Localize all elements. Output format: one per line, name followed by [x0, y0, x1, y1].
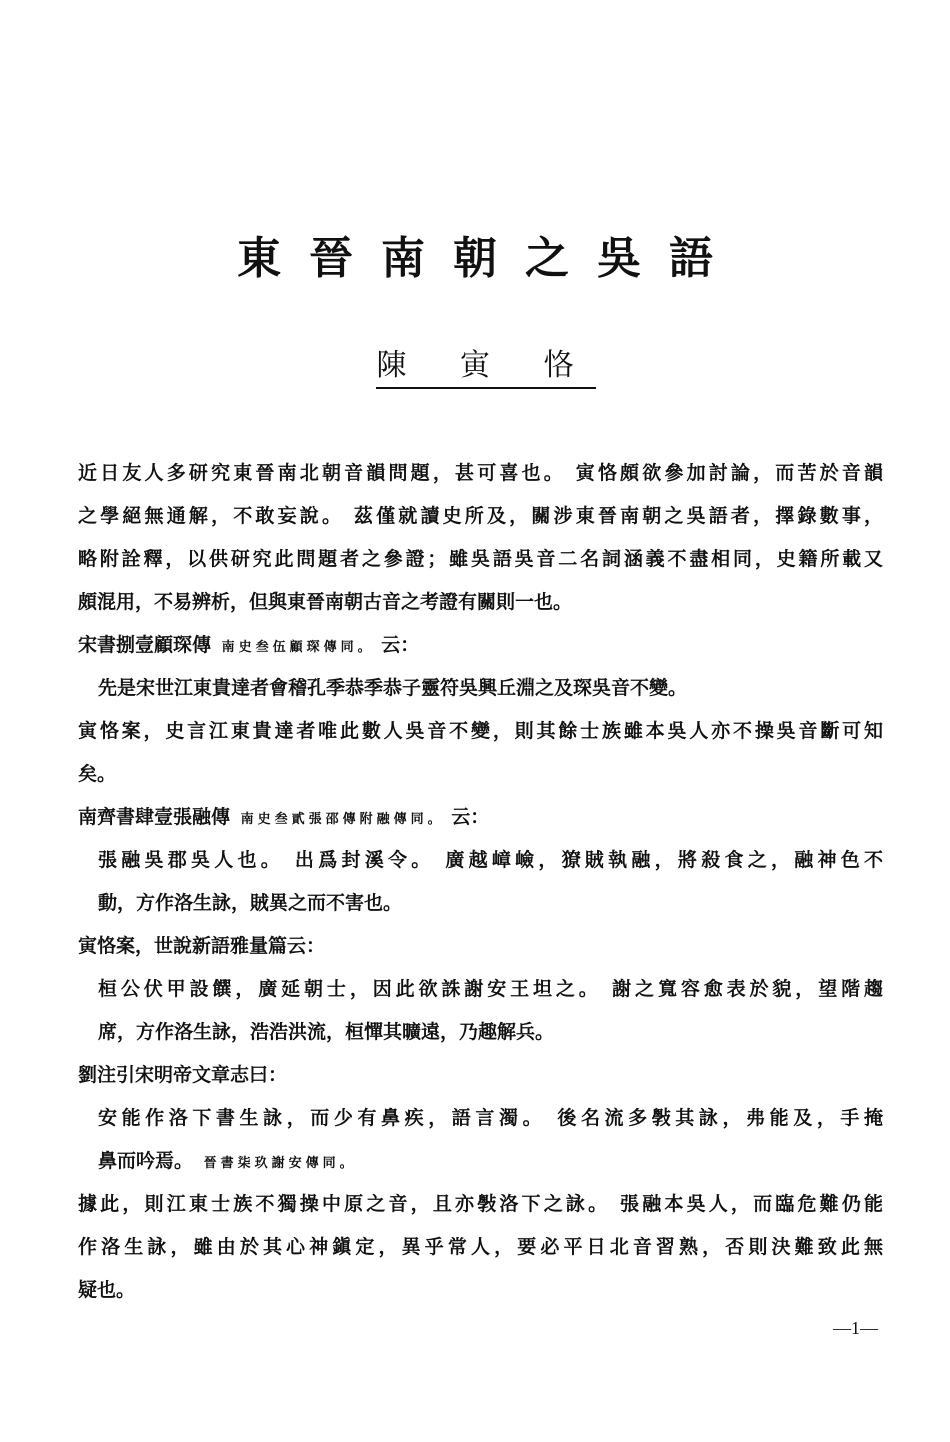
paragraph-line: 頗混用，不易辨析，但與東晉南朝古音之考證有關則一也。 [78, 591, 573, 613]
page-number: —1— [833, 1318, 878, 1338]
page-title: 東晉南朝之吳語 [237, 233, 741, 284]
quotation-line [78, 1143, 883, 1186]
citation-source: 南齊書肆壹張融傳 [78, 806, 231, 828]
paragraph-line: 之學絕無通解，不敢妄說。 茲僅就讀史所及，關涉東晉南朝之吳語者，擇錄數事， [78, 505, 883, 527]
paragraph-line: 寅恪案，史言江東貴達者唯此數人吳音不變，則其餘士族雖本吳人亦不操吳音斷可知 [78, 720, 883, 742]
author-name [0, 340, 950, 384]
quotation-line: 桓公伏甲設饌，廣延朝士，因此欲誅謝安王坦之。 謝之寬容愈表於貌，望階趨 [98, 978, 883, 1000]
paragraph-line: 據此，則江東士族不獨操中原之音，且亦斅洛下之詠。 張融本吳人，而臨危難仍能 [78, 1193, 883, 1215]
author-name-text: 陳 寅 恪 [376, 348, 595, 389]
citation-line [78, 799, 883, 842]
quotation-line: 席，方作洛生詠，浩浩洪流，桓憚其曠遠，乃趣解兵。 [98, 1021, 555, 1043]
quotation-line: 安能作洛下書生詠，而少有鼻疾，語言濁。 後名流多斅其詠，弗能及，手掩 [98, 1107, 883, 1129]
paragraph-line: 劉注引宋明帝文章志曰： [78, 1064, 288, 1086]
paragraph-line: 疑也。 [78, 1279, 136, 1301]
paragraph-line: 矣。 [78, 763, 117, 785]
citation-tail: 云： [451, 806, 490, 828]
article-body [78, 455, 883, 1315]
citation-note: 南史叁貳張邵傳附融傳同。 [240, 812, 445, 827]
quotation-text: 鼻而吟焉。 [98, 1150, 194, 1172]
citation-note: 晉書柒玖謝安傳同。 [203, 1156, 357, 1171]
citation-note: 南史叁伍顧琛傳同。 [221, 640, 375, 655]
citation-source: 宋書捌壹顧琛傳 [78, 634, 212, 656]
paragraph-line: 略附詮釋，以供研究此問題者之參證；雖吳語吳音二名詞涵義不盡相同，史籍所載又 [78, 548, 883, 570]
quotation-line: 動，方作洛生詠，賊異之而不害也。 [98, 892, 403, 914]
paragraph-line: 寅恪案，世說新語雅量篇云： [78, 935, 326, 957]
quotation-line: 張融吳郡吳人也。 出爲封溪令。 廣越嶂嶮，獠賊執融，將殺食之，融神色不 [98, 849, 883, 871]
paragraph-line: 近日友人多研究東晉南北朝音韻問題，甚可喜也。 寅恪頗欲參加討論，而苦於音韻 [78, 462, 883, 484]
citation-line [78, 627, 883, 670]
citation-tail: 云： [381, 634, 420, 656]
paragraph-line: 作洛生詠，雖由於其心神鎭定，異乎常人，要必平日北音習熟，否則決難致此無 [78, 1236, 883, 1258]
quotation-line: 先是宋世江東貴達者會稽孔季恭季恭子靈符吳興丘淵之及琛吳音不變。 [98, 677, 688, 699]
